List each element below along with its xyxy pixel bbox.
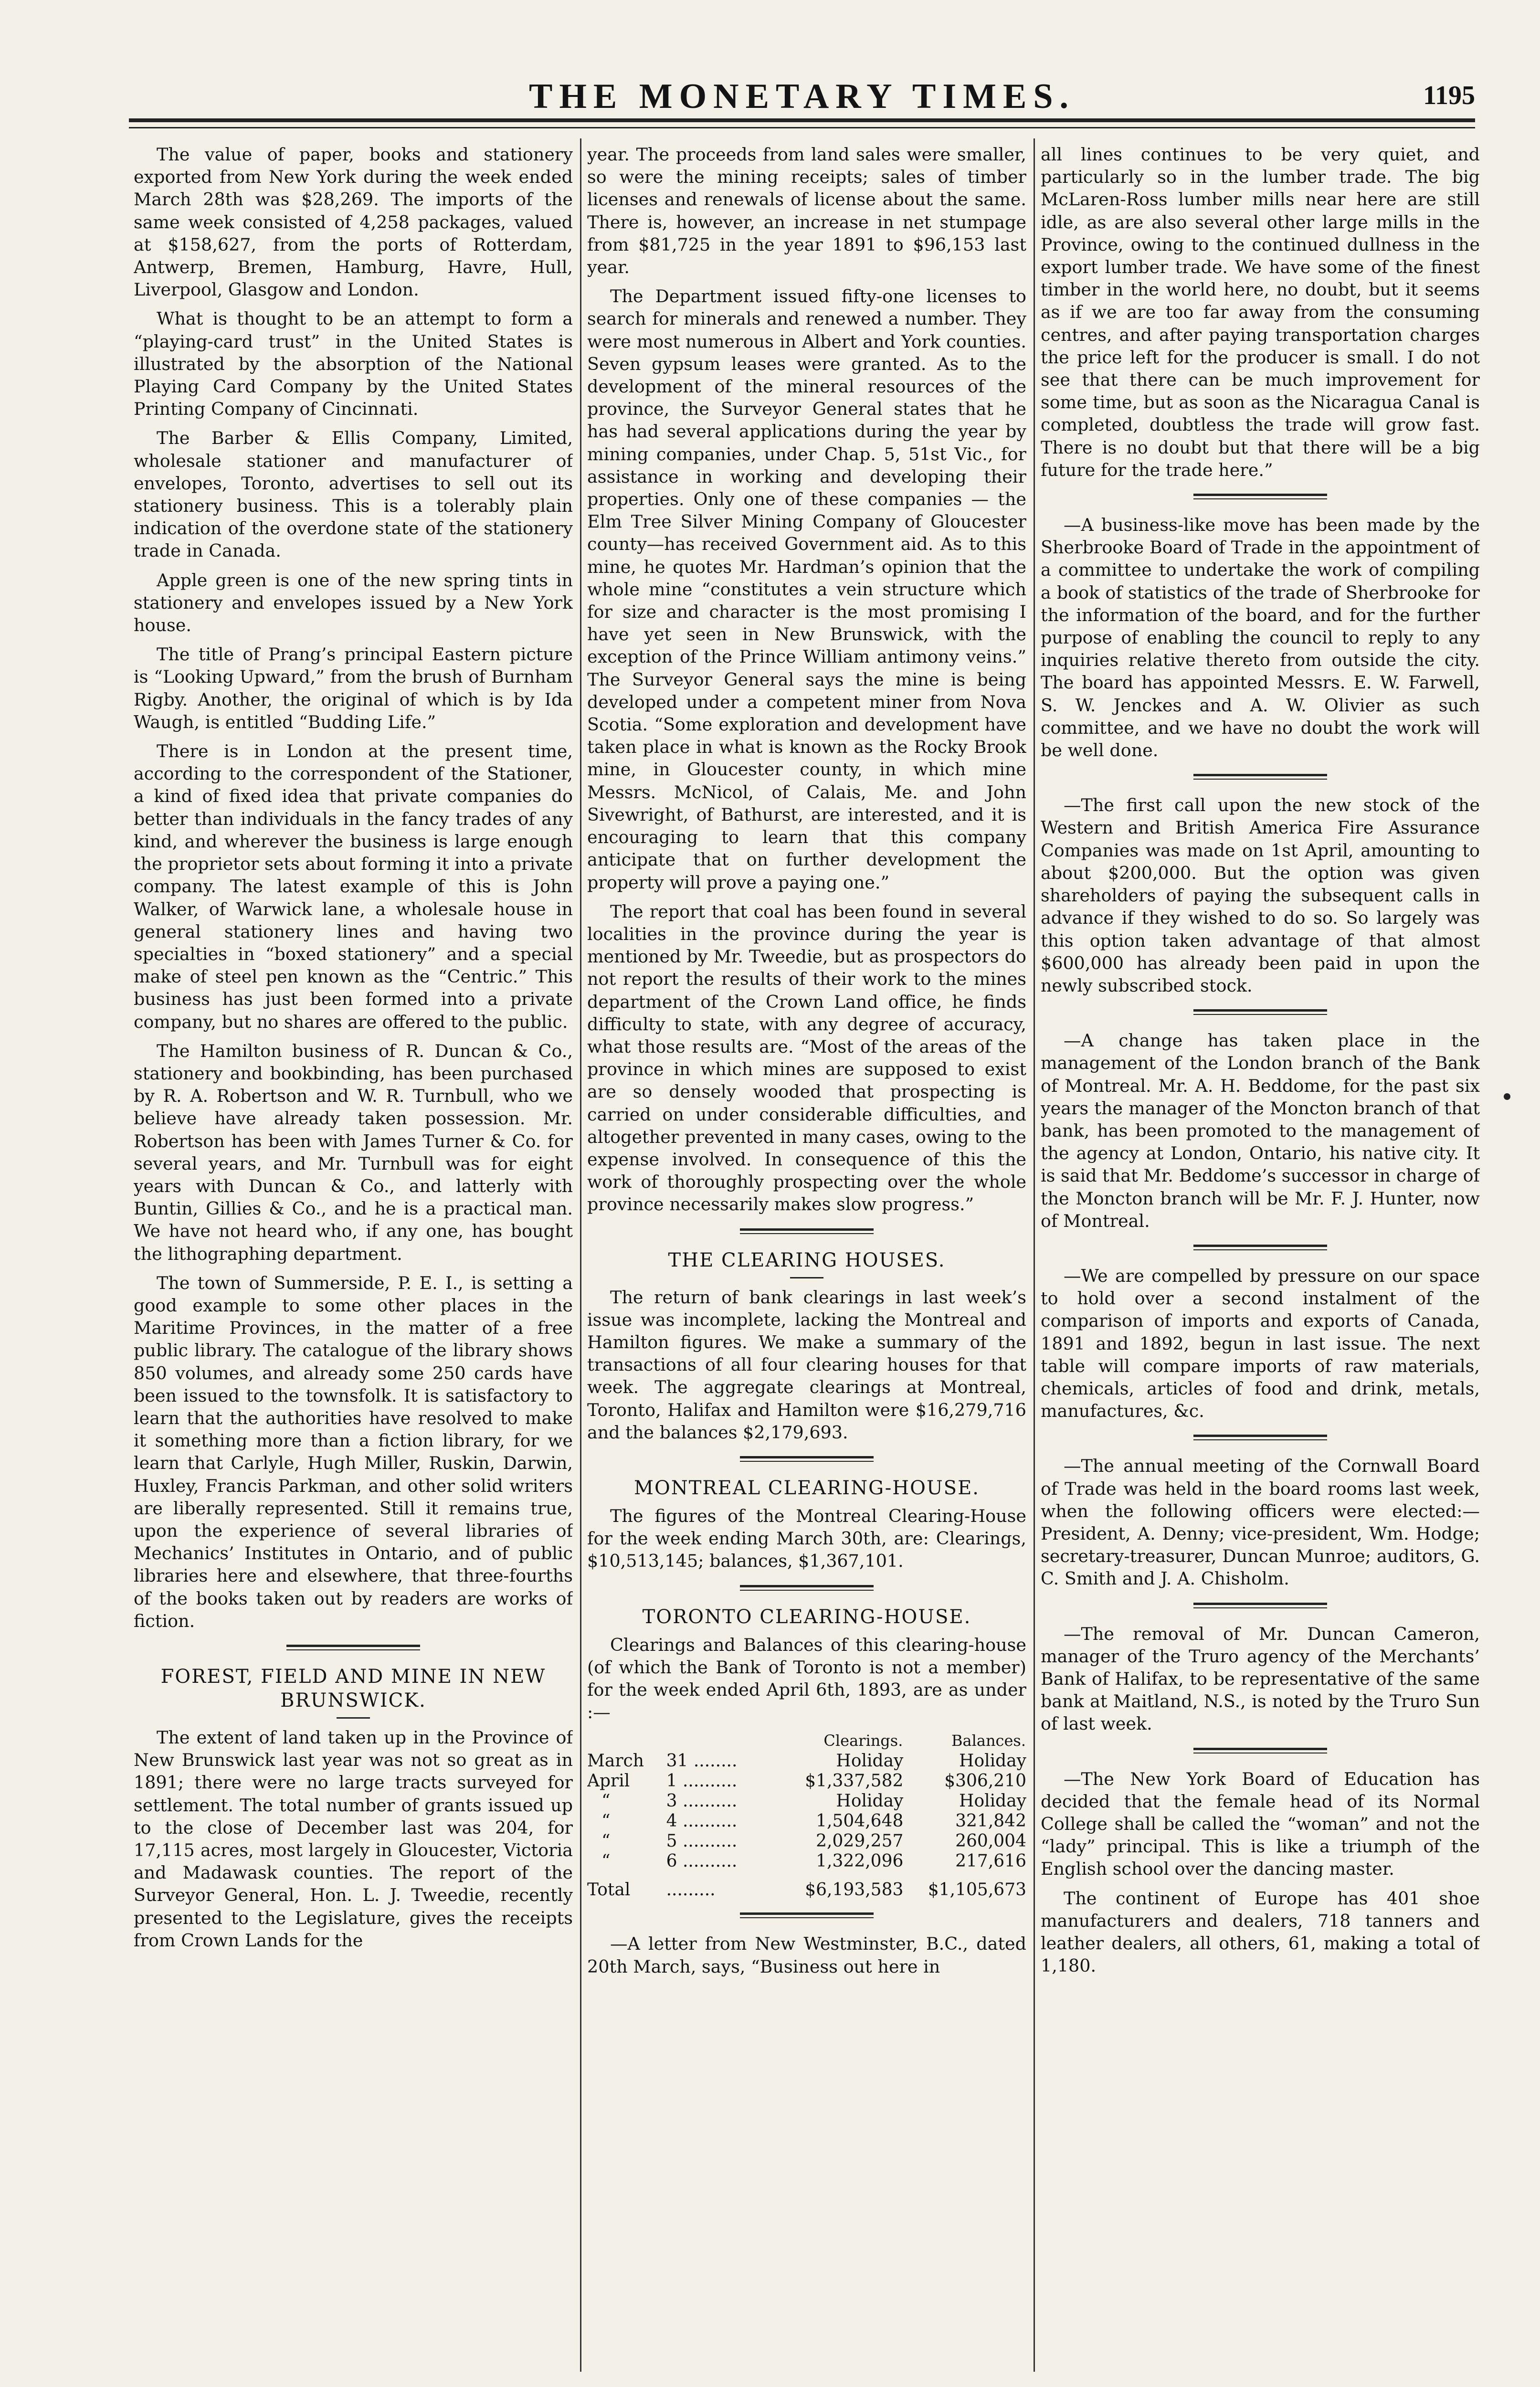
row-balances: Holiday	[959, 1751, 1026, 1771]
table-header-balances: Balances.	[951, 1732, 1026, 1750]
article-paragraph: The report that coal has been found in several localities in the province during the year is mentioned by Mr. Tweedie, but as prospectors do not report the results of their work to the mines department of the Crown Land office, he finds difficulty to state, with any degree of accuracy, what those results are. “Most of the areas of the province in which mines are supposed to exist are so densely wooded that prospecting is carried on under considerable difficulties, and altogether prevented in many cases, owing to the expense involved. In consequence of this the work of thoroughly prospecting over the whole province necessarily makes slow progress.”	[587, 901, 1026, 1215]
row-month: “	[601, 1831, 611, 1851]
article-paragraph: The title of Prang’s principal Eastern picture is “Looking Upward,” from the brush of Burnham Rigby. Another, the original of which is by Ida Waugh, is entitled “Budding Life.”	[134, 644, 573, 732]
news-item: —A change has taken place in the management of the London branch of the Bank of Montreal. Mr. A. H. Beddome, for the past six years the manager of the Moncton branch of that bank, has been promoted to the management of the agency at London, Ontario, his native city. It is said that Mr. Beddome’s successor in charge of the Moncton branch will be Mr. F. J. Hunter, now of Montreal.	[1041, 1030, 1480, 1231]
row-clearings: 2,029,257	[816, 1831, 904, 1851]
row-clearings: 1,322,096	[816, 1851, 904, 1871]
news-item: —The first call upon the new stock of the Western and British America Fire Assurance Companies was made on 1st April, amounting to about $200,000. But the option was given shareholders of paying the subsequent calls in advance if they wished to do so. So largely was this option taken advantage of that almost $600,000 has already been paid in upon the newly subscribed stock.	[1041, 795, 1480, 996]
row-balances: 321,842	[955, 1811, 1026, 1831]
section-separator	[286, 1645, 420, 1650]
heading-rule	[790, 1277, 823, 1278]
masthead-rule-thick	[129, 118, 1475, 122]
table-row	[587, 1791, 1026, 1811]
article-paragraph: The town of Summerside, P. E. I., is setting a good example to some other places in the Maritime Provinces, in the matter of a free public library. The catalogue of the library shows 850 volumes, and already some 250 cards have been issued to the townsfolk. It is satisfactory to learn that the authorities have resolved to make it something more than a fiction library, for we learn that Carlyle, Hugh Miller, Ruskin, Darwin, Huxley, Francis Parkman, and other solid writers are liberally represented. Still it remains true, upon the experience of several libraries of Mechanics’ Institutes in Ontario, and of public libraries here and elsewhere, that three-fourths of the books taken out by readers are works of fiction.	[134, 1272, 573, 1631]
total-label: Total	[587, 1880, 631, 1900]
row-balances: Holiday	[959, 1791, 1026, 1811]
table-header-row	[587, 1730, 1026, 1751]
news-item: —We are compelled by pressure on our space to hold over a second instalment of the comparison of imports and exports of Canada, 1891 and 1892, begun in last issue. The next table will compare imports of raw materials, chemicals, articles of food and drink, metals, manufactures, &c.	[1041, 1265, 1480, 1422]
heading-rule	[337, 1717, 370, 1719]
news-item: —The New York Board of Education has decided that the female head of its Normal College shall be called the “woman” and not the “lady” principal. This is like a triumph of the English school over the dancing master.	[1041, 1768, 1480, 1880]
article-paragraph: Apple green is one of the new spring tints in stationery and envelopes issued by a New York house.	[134, 570, 573, 636]
news-item: —The annual meeting of the Cornwall Board of Trade was held in the board rooms last week, when the following officers were elected:—President, A. Denny; vice-president, Wm. Hodge; secretary-treasurer, Duncan Munroe; auditors, G. C. Smith and J. A. Chisholm.	[1041, 1456, 1480, 1589]
table-total-row	[587, 1871, 1026, 1900]
news-item: The continent of Europe has 401 shoe manufacturers and dealers, 718 tanners and leather dealers, all others, 61, making a total of 1,180.	[1041, 1888, 1480, 1976]
row-balances: 260,004	[955, 1831, 1026, 1851]
article-paragraph: —A letter from New Westminster, B.C., dated 20th March, says, “Business out here in	[587, 1933, 1026, 1977]
row-clearings: Holiday	[836, 1791, 904, 1811]
article-paragraph: all lines continues to be very quiet, and particularly so in the lumber trade. The big McLaren-Ross lumber mills near here are still idle, as are also several other large mills in the Province, owing to the continued dullness in the export lumber trade. We have some of the finest timber in the world here, no doubt, but it seems as if we are too far away from the consuming centres, and after paying transportation charges the price left for the producer is small. I do not see that there can be much improvement for some time, but as soon as the Nicaragua Canal is completed, doubtless the trade will grow fast. There is no doubt but that there will be a big future for the trade here.”	[1041, 144, 1480, 480]
column-divider	[1034, 138, 1035, 2372]
section-separator	[1193, 774, 1327, 780]
article-paragraph: What is thought to be an attempt to form a “playing-card trust” in the United States is illustrated by the absorption of the National Playing Card Company by the United States Printing Company of Cincinnati.	[134, 308, 573, 420]
table-header	[587, 1730, 666, 1751]
row-day: 6 ..........	[666, 1851, 738, 1871]
row-month: March	[587, 1751, 644, 1771]
table-row	[587, 1851, 1026, 1871]
column-divider	[580, 138, 581, 2372]
article-paragraph: The Hamilton business of R. Duncan & Co., stationery and bookbinding, has been purchased by R. A. Robertson and W. R. Turnbull, who we believe have already taken possession. Mr. Robertson has been with James Turner & Co. for several years, and Mr. Turnbull was for eight years with Duncan & Co., and latterly with Buntin, Gillies & Co., and he is a practical man. We have not heard who, if any one, has bought the lithographing department.	[134, 1040, 573, 1264]
page-number: 1195	[1423, 81, 1475, 110]
news-item: —The removal of Mr. Duncan Cameron, manager of the Truro agency of the Merchants’ Bank of Halifax, to be representative of the same bank at Maitland, N.S., is noted by the Truro Sun of last week.	[1041, 1623, 1480, 1734]
section-heading-toronto: TORONTO CLEARING-HOUSE.	[642, 1605, 971, 1628]
article-paragraph: There is in London at the present time, according to the correspondent of the Stationer, a kind of fixed idea that private companies do better than individuals in the fancy trades of any kind, and wherever the business is large enough the proprietor sets about forming it into a private company. The latest example of this is John Walker, of Warwick lane, a wholesale house in general stationery lines and having two specialties in “boxed stationery” and a special make of steel pen known as the “Centric.” This business has just been formed into a private company, but no shares are offered to the public.	[134, 741, 573, 1032]
row-balances: 217,616	[955, 1851, 1026, 1871]
column-2	[587, 143, 1026, 2372]
total-balances: $1,105,673	[928, 1880, 1026, 1900]
section-separator	[1193, 1748, 1327, 1753]
table-row	[587, 1751, 1026, 1771]
article-paragraph: year. The proceeds from land sales were smaller, so were the mining receipts; sales of timber licenses and renewals of license about the same. There is, however, an increase in net stumpage from $81,725 in the year 1891 to $96,153 last year.	[587, 144, 1026, 278]
column-3	[1041, 143, 1480, 2372]
section-separator	[1193, 1435, 1327, 1440]
article-paragraph: The extent of land taken up in the Province of New Brunswick last year was not so great as in 1891; there were no large tracts surveyed for settlement. The total number of grants issued up to the close of December last was 204, for 17,115 acres, most largely in Gloucester, Victoria and Madawask counties. The report of the Surveyor General, Hon. L. J. Tweedie, recently presented to the Legislature, gives the receipts from Crown Lands for the	[134, 1727, 573, 1951]
section-separator	[740, 1585, 874, 1591]
masthead-rule-thin	[129, 127, 1475, 128]
article-paragraph: The Barber & Ellis Company, Limited, wholesale stationer and manufacturer of envelopes, Toronto, advertises to sell out its stationery business. This is a tolerably plain indication of the overdone state of the stationery trade in Canada.	[134, 428, 573, 561]
section-separator	[740, 1228, 874, 1234]
table-header	[666, 1730, 763, 1751]
article-paragraph: The Department issued fifty-one licenses to search for minerals and renewed a number. They were most numerous in Albert and York counties. Seven gypsum leases were granted. As to the development of the mineral resources of the province, the Surveyor General states that he has had several applications during the year by mining companies, under Chap. 5, 51st Vic., for assistance in working and developing their properties. Only one of these companies — the Elm Tree Silver Mining Company of Gloucester county—has received Government aid. As to this mine, he quotes Mr. Hardman’s opinion that the whole mine “constitutes a vein structure which for size and character is the most promising I have yet seen in New Brunswick, with the exception of the Prince William antimony veins.” The Surveyor General says the mine is being developed under a competent miner from Nova Scotia. “Some exploration and development have taken place in what is known as the Rocky Brook mine, in Gloucester county, in which mine Messrs. McNicol, of Calais, Me. and John Sivewright, of Bathurst, are interested, and it is encouraging to learn that this company anticipate that on further development the property will prove a paying one.”	[587, 286, 1026, 893]
total-leader: .........	[666, 1880, 716, 1900]
row-day: 31 ........	[666, 1751, 738, 1771]
section-separator	[1193, 494, 1327, 499]
section-separator	[740, 1912, 874, 1918]
article-paragraph: The return of bank clearings in last week’s issue was incomplete, lacking the Montreal and Hamilton figures. We make a summary of the transactions of all four clearing houses for that week. The aggregate clearings at Montreal, Toronto, Halifax and Hamilton were $16,279,716 and the balances $2,179,693.	[587, 1287, 1026, 1443]
row-day: 3 ..........	[666, 1791, 738, 1811]
section-separator	[1193, 1603, 1327, 1608]
table-row	[587, 1831, 1026, 1851]
column-1	[134, 143, 573, 2372]
row-month: “	[601, 1851, 611, 1871]
row-clearings: Holiday	[836, 1751, 904, 1771]
section-heading-forest: FOREST, FIELD AND MINE IN NEW BRUNSWICK.	[160, 1666, 546, 1711]
row-clearings: 1,504,648	[816, 1811, 904, 1831]
news-item: —A business-like move has been made by the Sherbrooke Board of Trade in the appointment of a committee to undertake the work of compiling a book of statistics of the trade of Sherbrooke for the information of the board, and for the further purpose of enabling the council to reply to any inquiries relative thereto from outside the city. The board has appointed Messrs. E. W. Farwell, S. W. Jenckes and A. W. Olivier as such committee, and we have no doubt the work will be well done.	[1041, 515, 1480, 761]
section-separator	[740, 1456, 874, 1462]
article-paragraph: Clearings and Balances of this clearing-house (of which the Bank of Toronto is not a member) for the week ended April 6th, 1893, are as under :—	[587, 1634, 1026, 1723]
row-day: 1 ..........	[666, 1771, 738, 1791]
section-heading-montreal: MONTREAL CLEARING-HOUSE.	[634, 1477, 980, 1499]
total-clearings: $6,193,583	[805, 1880, 904, 1900]
row-month: “	[601, 1791, 611, 1811]
row-month: April	[587, 1771, 630, 1791]
row-day: 5 ..........	[666, 1831, 738, 1851]
section-separator	[1193, 1009, 1327, 1015]
row-balances: $306,210	[944, 1771, 1026, 1791]
row-month: “	[601, 1811, 611, 1831]
table-header-clearings: Clearings.	[823, 1732, 903, 1750]
masthead-title: THE MONETARY TIMES.	[529, 77, 1075, 116]
table-row	[587, 1811, 1026, 1831]
article-paragraph: The value of paper, books and stationery exported from New York during the week ended March 28th was $28,269. The imports of the same week consisted of 4,258 packages, valued at $158,627, from the ports of Rotterdam, Antwerp, Bremen, Hamburg, Havre, Hull, Liverpool, Glasgow and London.	[134, 144, 573, 300]
table-row	[587, 1771, 1026, 1791]
section-heading-clearing-houses: THE CLEARING HOUSES.	[668, 1249, 946, 1271]
section-separator	[1193, 1245, 1327, 1250]
row-clearings: $1,337,582	[805, 1771, 904, 1791]
row-day: 4 ..........	[666, 1811, 738, 1831]
toronto-clearing-table	[587, 1730, 1026, 1900]
article-paragraph: The figures of the Montreal Clearing-House for the week ending March 30th, are: Clearings, $10,513,145; balances, $1,367,101.	[587, 1505, 1026, 1572]
margin-ink-dot	[1504, 1093, 1510, 1100]
